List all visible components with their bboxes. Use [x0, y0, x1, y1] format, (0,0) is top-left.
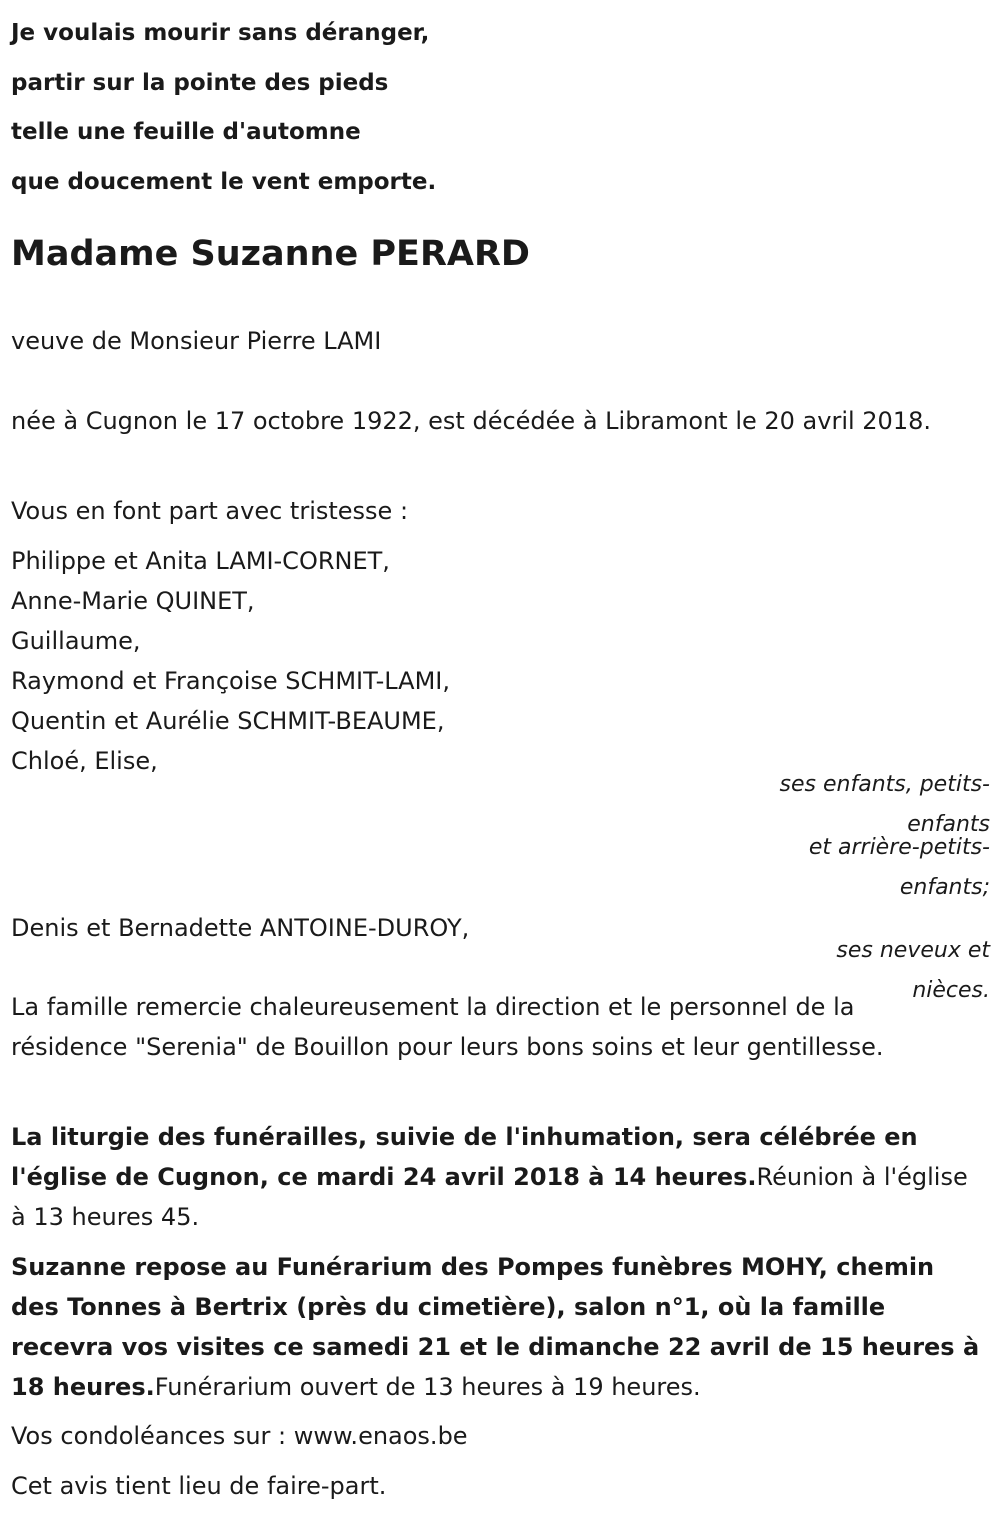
poem: [11, 9, 436, 207]
poem-line-3: telle une feuille d'automne: [11, 119, 361, 145]
family-member: Guillaume,: [11, 627, 141, 655]
announce-text: Vous en font part avec tristesse :: [11, 497, 409, 525]
relation-line: ses neveux et: [836, 938, 990, 963]
family-member: Raymond et Françoise SCHMIT-LAMI,: [11, 667, 450, 695]
poem-line-1: Je voulais mourir sans déranger,: [11, 20, 430, 46]
relation-line: ses enfants, petits-: [779, 772, 990, 797]
rests-normal: Funérarium ouvert de 13 heures à 19 heures.: [154, 1373, 701, 1401]
family-list: [11, 541, 450, 781]
family-member: Chloé, Elise,: [11, 747, 158, 775]
rests-text: [11, 1247, 986, 1407]
relation-line: et arrière-petits-: [808, 835, 990, 860]
condolences-text: Vos condoléances sur : www.enaos.be: [11, 1422, 468, 1450]
relation-line: enfants: [907, 812, 990, 837]
relation-line: enfants;: [899, 875, 990, 900]
relation-line: nièces.: [912, 978, 990, 1003]
liturgy-normal: Réunion à l'église à 13 heures 45.: [11, 1163, 968, 1231]
family-member: Quentin et Aurélie SCHMIT-BEAUME,: [11, 707, 445, 735]
nephews: Denis et Bernadette ANTOINE-DUROY,: [11, 914, 470, 942]
family-member: Anne-Marie QUINET,: [11, 587, 255, 615]
closing-text: Cet avis tient lieu de faire-part.: [11, 1472, 387, 1500]
poem-line-4: que doucement le vent emporte.: [11, 168, 437, 195]
birth-death: née à Cugnon le 17 octobre 1922, est décédée à Libramont le 20 avril 2018.: [11, 407, 931, 435]
family-member: Philippe et Anita LAMI-CORNET,: [11, 547, 390, 575]
thanks-paragraph: La famille remercie chaleureusement la direction et le personnel de la résidence "Serenia" de Bouillon pour leurs bons soins et leur gentillesse.: [11, 993, 884, 1061]
poem-line-2: partir sur la pointe des pieds: [11, 69, 389, 96]
thanks-text: [11, 987, 971, 1067]
rests-bold: Suzanne repose au Funérarium des Pompes funèbres MOHY, chemin des Tonnes à Bertrix (près du cimetière), salon n°1, où la famille recevra vos visites ce samedi 21 et le dimanche 22 avril de 15 heures à 18 heures.: [11, 1253, 980, 1401]
deceased-name: Madame Suzanne PERARD: [11, 234, 530, 274]
family-relation-cont: [809, 828, 990, 908]
widow-of: veuve de Monsieur Pierre LAMI: [11, 327, 382, 355]
liturgy-text: [11, 1117, 986, 1237]
liturgy-bold: La liturgie des funérailles, suivie de l'inhumation, sera célébrée en l'église de Cugnon, ce mardi 24 avril 2018 à 14 heures.: [11, 1123, 918, 1191]
